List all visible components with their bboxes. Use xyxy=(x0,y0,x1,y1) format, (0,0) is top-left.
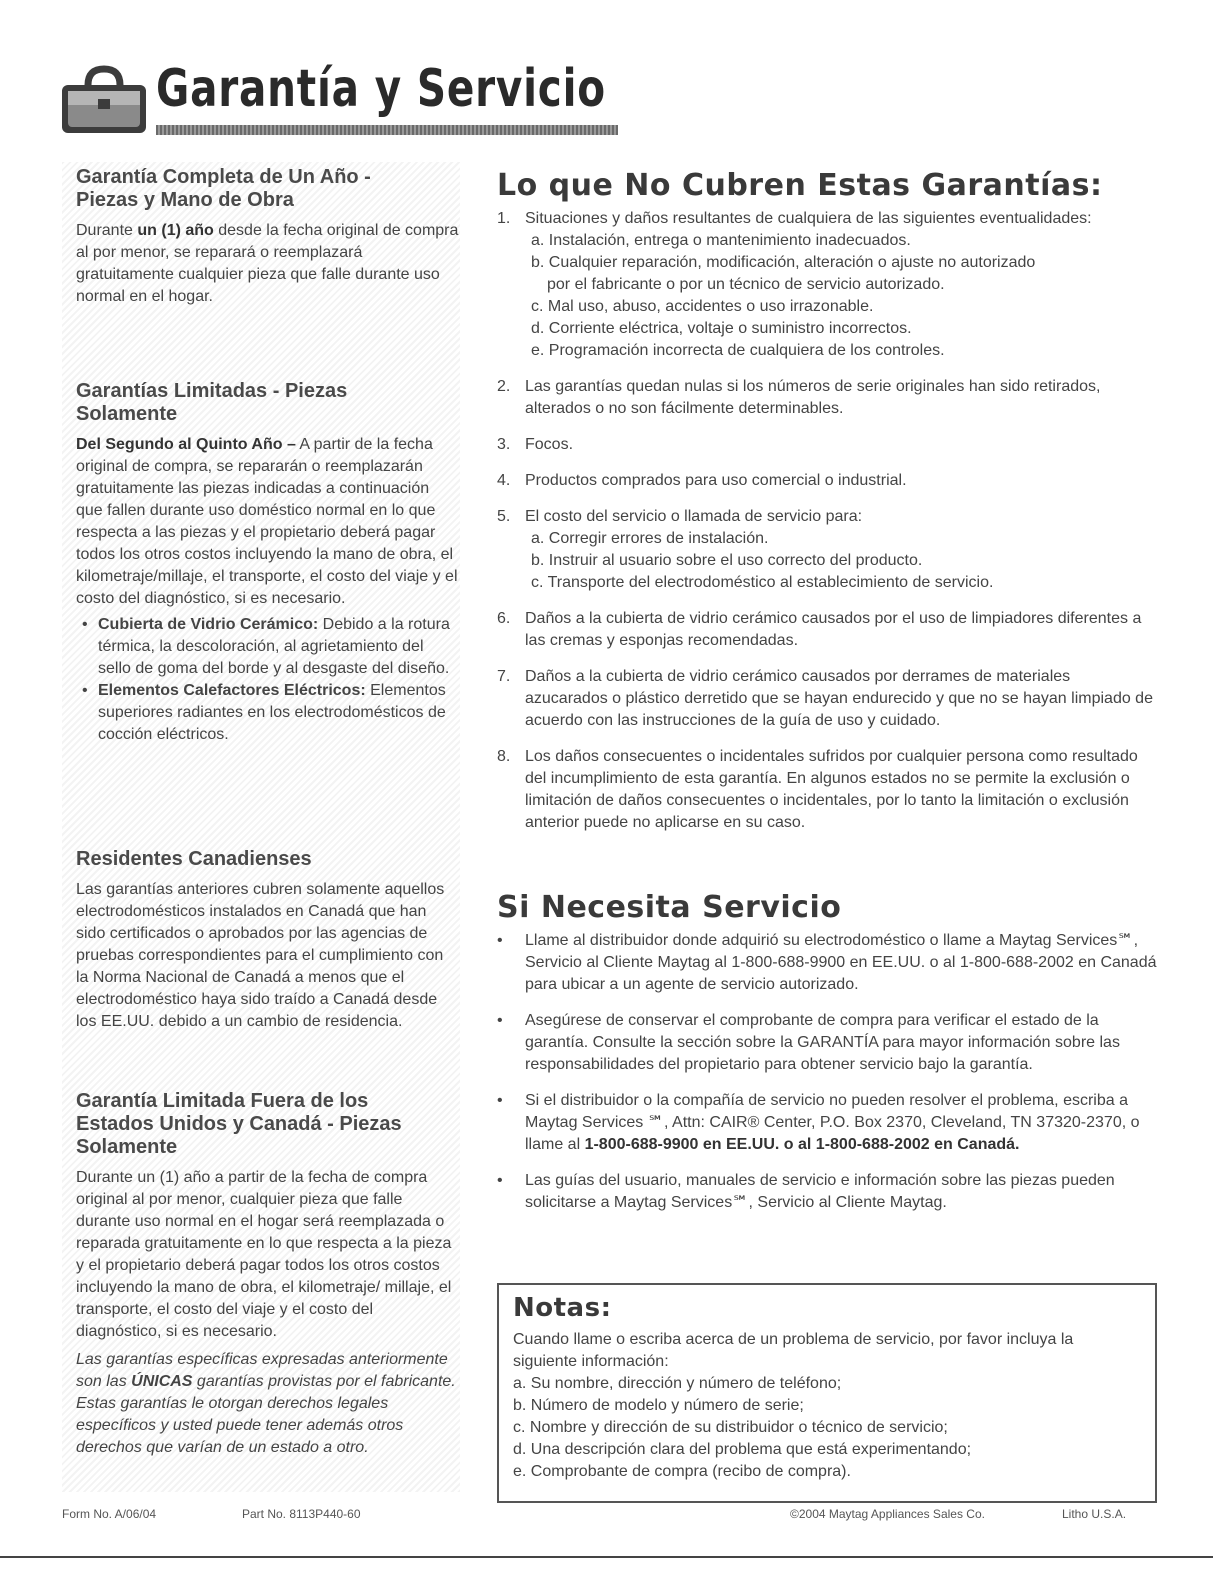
exclusion-item xyxy=(497,434,1157,456)
canadian-residents-section xyxy=(76,848,460,1033)
full-warranty-heading: Garantía Completa de Un Año - Piezas y Mano de Obra xyxy=(76,166,371,211)
page-title: Garantía y Servicio xyxy=(156,59,606,119)
notes-line: Cuando llame o escriba acerca de un problema de servicio, por favor incluya la siguiente información: xyxy=(513,1331,1074,1370)
exclusions-section xyxy=(497,168,1157,848)
covered-parts-list xyxy=(76,614,460,746)
service-heading: Si Necesita Servicio xyxy=(497,890,842,925)
list-item: • Las guías del usuario, manuales de servicio e información sobre las piezas pueden solicitarse a Maytag Services℠, Servicio al Cliente Maytag. xyxy=(497,1170,1157,1214)
full-warranty-text: Durante un (1) año desde la fecha original de compra al por menor, se reparará o reemplazará gratuitamente cualquier pieza que falle durante uso normal en el hogar. xyxy=(76,222,459,305)
sub-item: d. Corriente eléctrica, voltaje o suministro incorrectos. xyxy=(531,320,912,337)
item-text: Los daños consecuentes o incidentales sufridos por cualquier persona como resultado del incumplimiento de esta garantía. En algunos estados no se permite la exclusión o limitación de daños consecuentes o incidentales, por lo tanto la limitación o exclusión anterior puede no aplicarse en su caso. xyxy=(525,748,1138,831)
sub-item: b. Cualquier reparación, modificación, alteración o ajuste no autorizado por el fabricante o por un técnico de servicio autorizado. xyxy=(531,254,1036,293)
full-warranty-section xyxy=(76,166,460,308)
service-list xyxy=(497,930,1157,1214)
item-number: 5. xyxy=(497,508,511,525)
list-item: • Llame al distribuidor donde adquirió su electrodoméstico o llame a Maytag Services℠, Servicio al Cliente Maytag al 1-800-688-9900 en EE.UU. o al 1-800-688-2002 en Canadá para ubicar a un agente de servicio autorizado. xyxy=(497,930,1157,996)
item-text: Situaciones y daños resultantes de cualquiera de las siguientes eventualidades: xyxy=(525,210,1092,227)
canadian-residents-text: Las garantías anteriores cubren solamente aquellos electrodomésticos instalados en Canadá que han sido certificados o aprobados por las agencias de pruebas correspondientes para el cumplimiento con la Norma Nacional de Canadá a menos que el electrodoméstico haya sido traído a Canadá desde los EE.UU. debido a un cambio de residencia. xyxy=(76,881,445,1030)
item-number: 4. xyxy=(497,472,511,489)
sub-item: b. Instruir al usuario sobre el uso correcto del producto. xyxy=(531,552,923,569)
item-text: Las garantías quedan nulas si los números de serie originales han sido retirados, alterados o no son fácilmente determinables. xyxy=(525,378,1101,417)
list-item: • Asegúrese de conservar el comprobante de compra para verificar el estado de la garantía. Consulte la sección sobre la GARANTÍA para mayor información sobre las responsabilidades del propietario para obtener servicio bajo la garantía. xyxy=(497,1010,1157,1076)
exclusions-list xyxy=(497,208,1157,834)
copyright: ©2004 Maytag Appliances Sales Co. xyxy=(790,1507,985,1521)
sub-item: c. Transporte del electrodoméstico al establecimiento de servicio. xyxy=(531,574,994,591)
exclusion-item xyxy=(497,208,1157,362)
exclusion-item xyxy=(497,666,1157,732)
limited-warranty-heading: Garantías Limitadas - Piezas Solamente xyxy=(76,380,348,425)
sub-item: a. Corregir errores de instalación. xyxy=(531,530,769,547)
sub-item: a. Instalación, entrega o mantenimiento inadecuados. xyxy=(531,232,911,249)
item-number: 8. xyxy=(497,748,511,765)
exclusions-heading: Lo que No Cubren Estas Garantías: xyxy=(497,168,1103,203)
list-item: • Si el distribuidor o la compañía de servicio no pueden resolver el problema, escriba a Maytag Services ℠, Attn: CAIR® Center, P.O. Box 2370, Cleveland, TN 37320-2370, o llame al 1-800-688-9900 en EE.UU. o al 1-800-688-2002 en Canadá. xyxy=(497,1090,1157,1156)
exclusion-item xyxy=(497,376,1157,420)
item-number: 2. xyxy=(497,378,511,395)
service-section xyxy=(497,890,1157,1228)
list-item: • Cubierta de Vidrio Cerámico: Debido a la rotura térmica, la descoloración, al agrietamiento del sello de goma del borde y al desgaste del diseño. xyxy=(76,614,460,680)
outside-us-warranty-text: Durante un (1) año a partir de la fecha de compra original al por menor, cualquier pieza que falle durante uso normal en el hogar será reemplazada o reparada gratuitamente en lo que respecta a la pieza y el propietario deberá pagar todos los otros costos incluyendo la mano de obra, el kilometraje/ millaje, el transporte, el costo del viaje y el costo del diagnóstico, si es necesario. xyxy=(76,1169,452,1340)
item-text: El costo del servicio o llamada de servicio para: xyxy=(525,508,863,525)
title-underline xyxy=(156,125,618,135)
form-number: Form No. A/06/04 xyxy=(62,1507,157,1521)
limited-warranty-text: Del Segundo al Quinto Año – A partir de la fecha original de compra, se repararán o reemplazarán gratuitamente las piezas indicadas a continuación que fallen durante uso doméstico normal en lo que respecta a las piezas y el propietario deberá pagar todos los otros costos incluyendo la mano de obra, el kilometraje/millaje, el transporte, el costo del viaje y el costo del diagnóstico, si es necesario. xyxy=(76,436,458,607)
canadian-residents-heading: Residentes Canadienses xyxy=(76,848,312,870)
outside-us-warranty-heading: Garantía Limitada Fuera de los Estados Unidos y Canadá - Piezas Solamente xyxy=(76,1090,402,1158)
notes-heading: Notas: xyxy=(513,1293,612,1323)
notes-box xyxy=(497,1283,1157,1503)
item-text: Focos. xyxy=(525,436,574,453)
sub-item: e. Programación incorrecta de cualquiera de los controles. xyxy=(531,342,945,359)
item-text: Daños a la cubierta de vidrio cerámico causados por el uso de limpiadores diferentes a las cremas y esponjas recomendadas. xyxy=(525,610,1142,649)
warranty-disclaimer: Las garantías específicas expresadas anteriormente son las ÚNICAS garantías provistas por el fabricante. Estas garantías le otorgan derechos legales específicos y usted puede tener además otros derechos que varían de un estado a otro. xyxy=(76,1351,456,1456)
toolbox-icon xyxy=(60,63,148,135)
sub-list xyxy=(525,230,1157,362)
exclusion-item xyxy=(497,470,1157,492)
item-number: 1. xyxy=(497,210,511,227)
exclusion-item xyxy=(497,608,1157,652)
page-header xyxy=(60,55,606,135)
item-number: 3. xyxy=(497,436,511,453)
left-column xyxy=(62,162,460,1492)
exclusion-item xyxy=(497,506,1157,594)
exclusion-item xyxy=(497,746,1157,834)
notes-line: d. Una descripción clara del problema que está experimentando; xyxy=(513,1441,972,1458)
list-item: • Elementos Calefactores Eléctricos: Elementos superiores radiantes en los electrodomésticos de cocción eléctricos. xyxy=(76,680,460,746)
part-number: Part No. 8113P440-60 xyxy=(242,1507,361,1521)
limited-warranty-section xyxy=(76,380,460,746)
bottom-rule xyxy=(0,1556,1213,1558)
sub-item: c. Mal uso, abuso, accidentes o uso irrazonable. xyxy=(531,298,874,315)
notes-line: c. Nombre y dirección de su distribuidor o técnico de servicio; xyxy=(513,1419,948,1436)
item-number: 6. xyxy=(497,610,511,627)
notes-line: a. Su nombre, dirección y número de teléfono; xyxy=(513,1375,842,1392)
item-number: 7. xyxy=(497,668,511,685)
sub-list xyxy=(525,528,1157,594)
item-text: Productos comprados para uso comercial o industrial. xyxy=(525,472,907,489)
notes-line: b. Número de modelo y número de serie; xyxy=(513,1397,804,1414)
item-text: Daños a la cubierta de vidrio cerámico causados por derrames de materiales azucarados o plástico derretido que se hayan endurecido y que no se hayan limpiado de acuerdo con las instrucciones de la guía de uso y cuidado. xyxy=(525,668,1153,729)
outside-us-warranty-section xyxy=(76,1090,460,1459)
litho-label: Litho U.S.A. xyxy=(1062,1507,1127,1521)
notes-line: e. Comprobante de compra (recibo de compra). xyxy=(513,1463,851,1480)
